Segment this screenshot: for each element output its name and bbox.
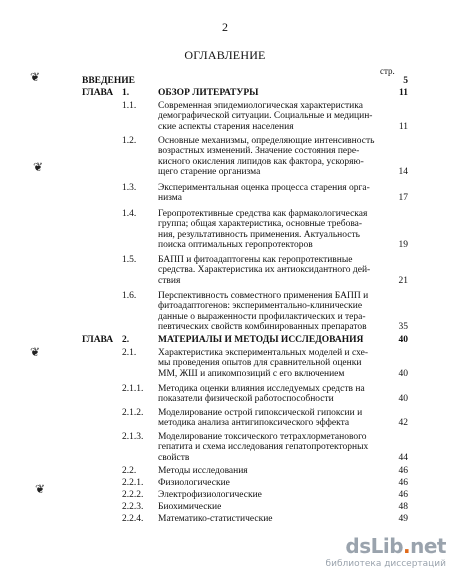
toc-section-title: Биохимические bbox=[158, 502, 222, 512]
toc-section-number: 1.2. bbox=[122, 136, 137, 146]
toc-section-line: Моделирование токсического тетрахлорметанового bbox=[158, 432, 367, 442]
margin-mark-2: ❦ bbox=[33, 160, 44, 174]
toc-section-line: Экспериментальная оценка процесса старения орга- bbox=[158, 183, 370, 193]
toc-section-title: Электрофизиологические bbox=[158, 490, 262, 500]
toc-section-number: 2.2.4. bbox=[122, 514, 144, 524]
toc-section-number: 2.1.1. bbox=[122, 384, 144, 394]
toc-entry-page: 40 bbox=[398, 335, 408, 345]
toc-section-line: поиска оптимальных геропротекторов bbox=[158, 240, 313, 251]
toc-entry-page: 35 bbox=[398, 322, 408, 332]
toc-section-line: гепатита и схема исследования гепатопротекторных bbox=[158, 442, 369, 453]
toc-section-line: методика анализа антигипоксического эффекта bbox=[158, 418, 350, 429]
toc-entry-page: 40 bbox=[398, 369, 408, 379]
toc-section-line: демографической ситуации. Социальные и медицин- bbox=[158, 111, 373, 122]
toc-section-line: БАПП и фитоадаптогены как геропротективные bbox=[158, 255, 353, 265]
toc-section-line: ММ, ЖШ и апикомпозиций с его включением bbox=[158, 368, 345, 379]
toc-chapter-number: 2. bbox=[122, 335, 130, 345]
toc-section-number: 1.3. bbox=[122, 183, 137, 193]
toc-section-line: группа; общая характеристика, основные требова- bbox=[158, 219, 363, 230]
toc-chapter-label: ГЛАВА bbox=[82, 88, 114, 98]
toc-section-title: Физиологические bbox=[158, 478, 230, 488]
toc-chapter-title: ОБЗОР ЛИТЕРАТУРЫ bbox=[158, 88, 259, 98]
toc-section-line: ния, результативность применения. Актуальность bbox=[158, 229, 360, 240]
site-watermark bbox=[325, 534, 448, 574]
toc-entry-page: 46 bbox=[398, 490, 408, 500]
toc-section-line: ствия bbox=[158, 275, 181, 286]
toc-entry-intro bbox=[82, 76, 408, 87]
toc-entry-page: 17 bbox=[398, 193, 408, 203]
toc-entry-page: 40 bbox=[398, 394, 408, 404]
toc-section-2-2-1 bbox=[82, 478, 408, 489]
toc-entry-page: 5 bbox=[403, 76, 408, 86]
toc-chapter-label: ГЛАВА bbox=[82, 335, 114, 345]
toc-section-line: Геропротективные средства как фармакологическая bbox=[158, 209, 368, 219]
watermark-logo-tld: net bbox=[410, 534, 446, 558]
toc-section-number: 2.1. bbox=[122, 348, 137, 358]
toc-section-line: кисного окисления липидов как фактора, ускоряю- bbox=[158, 156, 364, 167]
toc-section-number: 1.6. bbox=[122, 291, 137, 301]
toc-section-2-2-2 bbox=[82, 490, 408, 501]
margin-mark-1: ❦ bbox=[30, 70, 41, 84]
toc-section-number: 2.1.2. bbox=[122, 408, 144, 418]
toc-section-title: Математико-статистические bbox=[158, 514, 273, 524]
toc-section-title: Методы исследования bbox=[158, 466, 248, 476]
toc-section-number: 2.2. bbox=[122, 466, 137, 476]
toc-section-line: Моделирование острой гипоксической гипоксии и bbox=[158, 408, 363, 418]
toc-chapter-1 bbox=[82, 88, 408, 99]
watermark-subtitle: библиотека диссертаций bbox=[325, 559, 446, 569]
toc-section-line: певтических свойств комбинированных препаратов bbox=[158, 322, 367, 333]
watermark-logo bbox=[345, 534, 446, 558]
toc-section-number: 2.2.2. bbox=[122, 490, 144, 500]
toc-entry-page: 46 bbox=[398, 466, 408, 476]
page-heading: ОГЛАВЛЕНИЕ bbox=[184, 48, 266, 62]
toc-section-line: Современная эпидемиологическая характеристика bbox=[158, 101, 363, 111]
toc-section-number: 1.4. bbox=[122, 209, 137, 219]
toc-section-line: Методика оценки влияния исследуемых средств на bbox=[158, 384, 365, 394]
toc-section-line: показатели физической работоспособности bbox=[158, 394, 334, 405]
toc-entry-page: 19 bbox=[398, 240, 408, 250]
watermark-logo-main: dsLib bbox=[345, 534, 404, 558]
toc-section-line: данные о выраженности профилактических и тера- bbox=[158, 311, 366, 322]
toc-entry-page: 11 bbox=[399, 88, 408, 98]
toc-section-line: свойств bbox=[158, 452, 190, 463]
toc-section-line: ские аспекты старения населения bbox=[158, 121, 294, 132]
toc-section-2-2-4 bbox=[82, 514, 408, 525]
toc-entry-page: 21 bbox=[398, 276, 408, 286]
toc-section-line: Характеристика экспериментальных моделей и схе- bbox=[158, 348, 369, 358]
toc-section-2-2 bbox=[82, 466, 408, 477]
toc-section-line: возрастных изменений. Значение состояния пере- bbox=[158, 146, 360, 157]
toc-entry-page: 11 bbox=[398, 122, 408, 132]
toc-entry-page: 46 bbox=[398, 478, 408, 488]
toc-section-number: 1.5. bbox=[122, 255, 137, 265]
toc-section-line: мы проведения опытов для сравнительной оценки bbox=[158, 358, 362, 369]
toc-entry-page: 48 bbox=[398, 502, 408, 512]
toc-section-number: 2.2.3. bbox=[122, 502, 144, 512]
toc-chapter-title: МАТЕРИАЛЫ И МЕТОДЫ ИССЛЕДОВАНИЯ bbox=[158, 335, 364, 345]
toc-entry-page: 49 bbox=[398, 514, 408, 524]
margin-mark-4: ❦ bbox=[35, 482, 46, 496]
toc-section-number: 2.2.1. bbox=[122, 478, 144, 488]
toc-entry-page: 44 bbox=[398, 453, 408, 463]
toc-entry-title: ВВЕДЕНИЕ bbox=[82, 76, 135, 86]
toc-entry-page: 14 bbox=[398, 167, 408, 177]
watermark-logo-dot: . bbox=[403, 534, 411, 558]
toc-section-line: низма bbox=[158, 193, 182, 204]
margin-mark-3: ❦ bbox=[30, 345, 41, 359]
toc-entry-page: 42 bbox=[398, 418, 408, 428]
toc-section-number: 1.1. bbox=[122, 101, 137, 111]
page-column-label: стр. bbox=[380, 66, 395, 76]
toc-section-line: Основные механизмы, определяющие интенсивность bbox=[158, 136, 375, 146]
toc-section-line: щего старение организма bbox=[158, 167, 261, 178]
toc-section-line: фитоадаптогенов: экспериментально-клинические bbox=[158, 301, 363, 312]
toc-chapter-number: 1. bbox=[122, 88, 130, 98]
toc-section-line: средства. Характеристика их антиоксидантного дей- bbox=[158, 265, 371, 276]
page-number: 2 bbox=[222, 20, 228, 34]
toc-chapter-2 bbox=[82, 335, 408, 346]
toc-section-number: 2.1.3. bbox=[122, 432, 144, 442]
toc-section-2-2-3 bbox=[82, 502, 408, 513]
toc-section-line: Перспективность совместного применения БАПП и bbox=[158, 291, 369, 301]
